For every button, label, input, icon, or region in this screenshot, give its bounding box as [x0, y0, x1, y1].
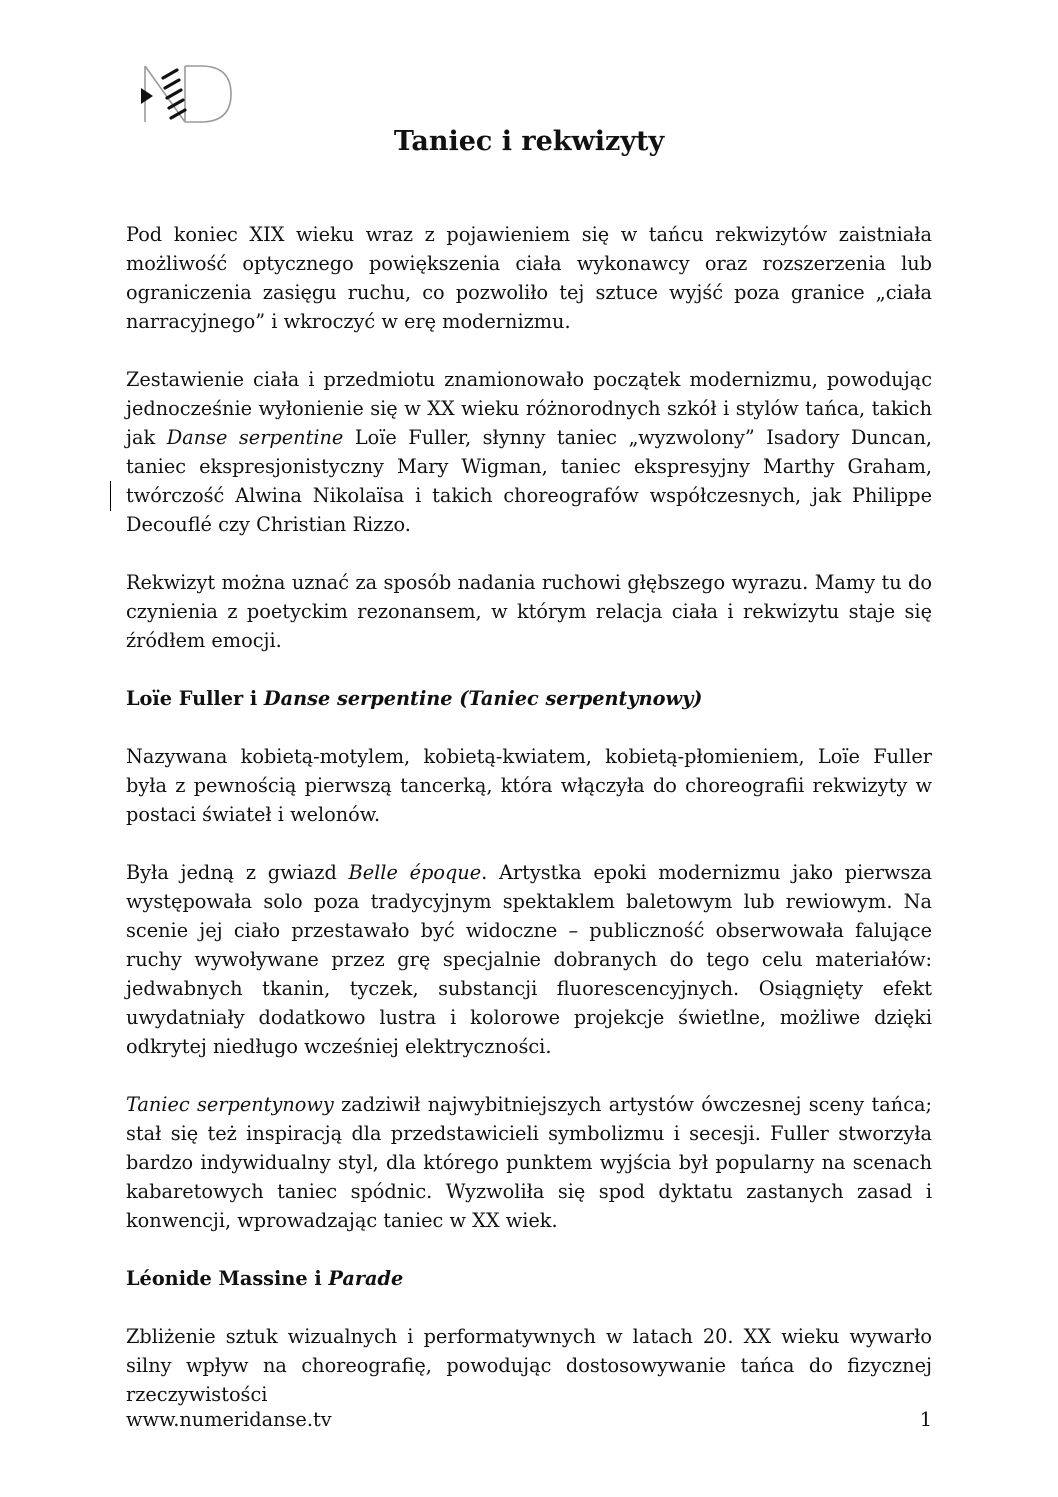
section-heading: [126, 1264, 932, 1293]
text-run: Zbliżenie sztuk wizualnych i performatywnych w latach 20. XX wieku wywarło silny wpływ na choreografię, powodując dostosowywanie tańca do fizycznej rzeczywistości: [126, 1325, 932, 1406]
text-run: Léonide Massine i: [126, 1267, 329, 1290]
section-heading: [126, 684, 932, 713]
document-body: [126, 220, 932, 1438]
text-run: zadziwił najwybitniejszych artystów ówczesnej sceny tańca; stał się też inspiracją dla przedstawicieli symbolizmu i secesji. Fuller stworzyła bardzo indywidualny styl, dla którego punktem wyjścia był popularny na scenach kabaretowych taniec spódnic. Wyzwoliła się spod dyktatu zastanych zasad i konwencji, wprowadzając taniec w XX wiek.: [126, 1093, 933, 1232]
paragraph: [126, 742, 932, 829]
italic-text: Parade: [328, 1267, 404, 1290]
paragraph: [126, 568, 932, 655]
text-run: Rekwizyt można uznać za sposób nadania ruchowi głębszego wyrazu. Mamy tu do czynienia z poetyckim rezonansem, w którym relacja ciała i rekwizytu staje się źródłem emocji.: [126, 571, 932, 652]
revision-bar: [110, 481, 111, 511]
text-run: Była jedną z gwiazd: [126, 861, 349, 884]
document-title: Taniec i rekwizyty: [393, 126, 665, 157]
footer-url: www.numeridanse.tv: [126, 1408, 332, 1431]
italic-text: Belle époque: [348, 861, 482, 884]
italic-text: Danse serpentine (Taniec serpentynowy): [263, 687, 703, 710]
italic-text: Danse serpentine: [166, 426, 344, 449]
paragraph: [126, 1090, 932, 1235]
text-run: . Artystka epoki modernizmu jako pierwsza występowała solo poza tradycyjnym spektaklem baletowym lub rewiowym. Na scenie jej ciało przestawało być widoczne – publiczność obserwowała falujące ruchy wywoływane przez grę specjalnie dobranych do tego celu materiałów: jedwabnych tkanin, tyczek, substancji fluorescencyjnych. Osiągnięty efekt uwydatniały dodatkowo lustra i kolorowe projekcje świetlne, możliwe dzięki odkrytej niedługo wcześniej elektryczności.: [126, 861, 932, 1058]
paragraph: [126, 1322, 932, 1409]
paragraph: [126, 365, 932, 539]
italic-text: Taniec serpentynowy: [126, 1093, 334, 1116]
text-run: Pod koniec XIX wieku wraz z pojawieniem się w tańcu rekwizytów zaistniała możliwość optycznego powiększenia ciała wykonawcy oraz rozszerzenia lub ograniczenia zasięgu ruchu, co pozwoliło tej sztuce wyjść poza granice „ciała narracyjnego” i wkroczyć w erę modernizmu.: [126, 223, 932, 333]
text-run: Loïe Fuller, słynny taniec „wyzwolony” Isadory Duncan, taniec ekspresjonistyczny Mary Wigman, taniec ekspresyjny Marthy Graham, twórczość Alwina Nikolaïsa i takich choreografów współczesnych, jak Philippe Decouflé czy Christian Rizzo.: [126, 426, 932, 536]
paragraph: [126, 858, 932, 1061]
text-run: Loïe Fuller i: [126, 687, 264, 710]
text-run: Nazywana kobietą-motylem, kobietą-kwiatem, kobietą-płomieniem, Loïe Fuller była z pewnością pierwszą tancerką, która włączyła do choreografii rekwizyty w postaci świateł i welonów.: [126, 745, 932, 826]
text-run: Zestawienie ciała i przedmiotu znamionowało początek modernizmu, powodując jednocześnie wyłonienie się w XX wieku różnorodnych szkół i stylów tańca, takich jak: [126, 368, 932, 449]
paragraph: [126, 220, 932, 336]
numeridanse-nd-logo-icon: [139, 62, 235, 126]
page-number: 1: [919, 1408, 932, 1431]
